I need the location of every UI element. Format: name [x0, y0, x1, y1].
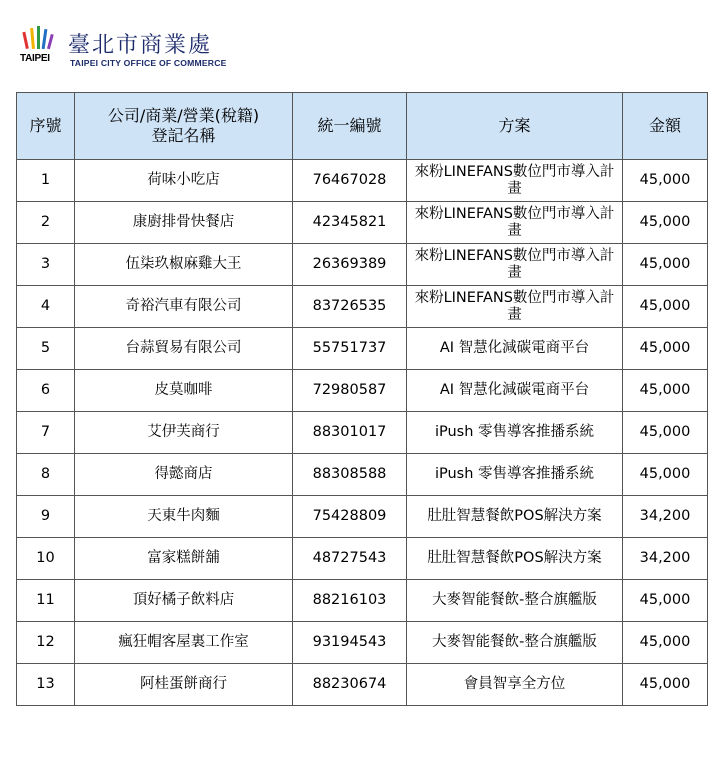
cell-name: 得懿商店: [75, 454, 293, 496]
col-header-id: 統一編號: [293, 93, 407, 160]
cell-no: 7: [17, 412, 75, 454]
cell-amount: 45,000: [623, 328, 708, 370]
cell-plan: 來粉LINEFANS數位門市導入計畫: [407, 244, 623, 286]
cell-no: 2: [17, 202, 75, 244]
cell-no: 6: [17, 370, 75, 412]
cell-plan: AI 智慧化減碳電商平台: [407, 370, 623, 412]
cell-amount: 45,000: [623, 664, 708, 706]
office-title-en: TAIPEI CITY OFFICE OF COMMERCE: [70, 58, 227, 68]
table-row: [17, 454, 708, 496]
cell-amount: 45,000: [623, 370, 708, 412]
cell-id: 88301017: [293, 412, 407, 454]
cell-id: 88308588: [293, 454, 407, 496]
cell-name: 富家糕餅舖: [75, 538, 293, 580]
cell-amount: 45,000: [623, 622, 708, 664]
cell-name: 瘋狂帽客屋裏工作室: [75, 622, 293, 664]
cell-id: 48727543: [293, 538, 407, 580]
cell-name: 艾伊芙商行: [75, 412, 293, 454]
cell-id: 83726535: [293, 286, 407, 328]
cell-no: 8: [17, 454, 75, 496]
cell-id: 88230674: [293, 664, 407, 706]
cell-name: 康廚排骨快餐店: [75, 202, 293, 244]
cell-plan: 會員智享全方位: [407, 664, 623, 706]
cell-id: 88216103: [293, 580, 407, 622]
table-row: [17, 412, 708, 454]
table-header-row: [17, 93, 708, 160]
cell-amount: 45,000: [623, 160, 708, 202]
logo-wordmark: TAIPEI: [20, 53, 50, 64]
cell-id: 26369389: [293, 244, 407, 286]
table-row: [17, 538, 708, 580]
cell-no: 9: [17, 496, 75, 538]
table-row: [17, 286, 708, 328]
cell-amount: 45,000: [623, 412, 708, 454]
table-row: [17, 496, 708, 538]
cell-no: 13: [17, 664, 75, 706]
cell-plan: 大麥智能餐飲-整合旗艦版: [407, 580, 623, 622]
cell-no: 1: [17, 160, 75, 202]
table-row: [17, 580, 708, 622]
office-logo: [18, 24, 278, 74]
cell-amount: 45,000: [623, 454, 708, 496]
cell-amount: 45,000: [623, 580, 708, 622]
table-row: [17, 664, 708, 706]
cell-plan: iPush 零售導客推播系統: [407, 454, 623, 496]
cell-name: 頂好橘子飲料店: [75, 580, 293, 622]
cell-id: 93194543: [293, 622, 407, 664]
cell-plan: 來粉LINEFANS數位門市導入計畫: [407, 286, 623, 328]
cell-plan: 來粉LINEFANS數位門市導入計畫: [407, 160, 623, 202]
cell-amount: 45,000: [623, 286, 708, 328]
cell-no: 11: [17, 580, 75, 622]
cell-no: 3: [17, 244, 75, 286]
cell-name: 伍柒玖椒麻雞大王: [75, 244, 293, 286]
subsidy-table: [16, 92, 708, 706]
table-row: [17, 202, 708, 244]
col-header-name: 公司/商業/營業(稅籍) 登記名稱: [75, 93, 293, 160]
cell-no: 4: [17, 286, 75, 328]
cell-no: 5: [17, 328, 75, 370]
cell-plan: 來粉LINEFANS數位門市導入計畫: [407, 202, 623, 244]
cell-plan: iPush 零售導客推播系統: [407, 412, 623, 454]
cell-plan: 大麥智能餐飲-整合旗艦版: [407, 622, 623, 664]
cell-plan: AI 智慧化減碳電商平台: [407, 328, 623, 370]
cell-id: 76467028: [293, 160, 407, 202]
cell-no: 10: [17, 538, 75, 580]
table-row: [17, 328, 708, 370]
cell-name: 奇裕汽車有限公司: [75, 286, 293, 328]
cell-name: 阿桂蛋餅商行: [75, 664, 293, 706]
cell-id: 42345821: [293, 202, 407, 244]
table-row: [17, 370, 708, 412]
cell-plan: 肚肚智慧餐飲POS解決方案: [407, 538, 623, 580]
cell-id: 55751737: [293, 328, 407, 370]
cell-amount: 34,200: [623, 496, 708, 538]
office-title-cn: 臺北市商業處: [68, 33, 213, 58]
cell-amount: 34,200: [623, 538, 708, 580]
cell-name: 台蒜貿易有限公司: [75, 328, 293, 370]
cell-name: 天東牛肉麵: [75, 496, 293, 538]
cell-id: 72980587: [293, 370, 407, 412]
cell-name: 荷味小吃店: [75, 160, 293, 202]
table-row: [17, 622, 708, 664]
cell-id: 75428809: [293, 496, 407, 538]
col-header-no: 序號: [17, 93, 75, 160]
cell-plan: 肚肚智慧餐飲POS解決方案: [407, 496, 623, 538]
cell-no: 12: [17, 622, 75, 664]
col-header-plan: 方案: [407, 93, 623, 160]
cell-amount: 45,000: [623, 202, 708, 244]
col-header-amount: 金額: [623, 93, 708, 160]
cell-name: 皮莫咖啡: [75, 370, 293, 412]
table-row: [17, 160, 708, 202]
cell-amount: 45,000: [623, 244, 708, 286]
table-row: [17, 244, 708, 286]
